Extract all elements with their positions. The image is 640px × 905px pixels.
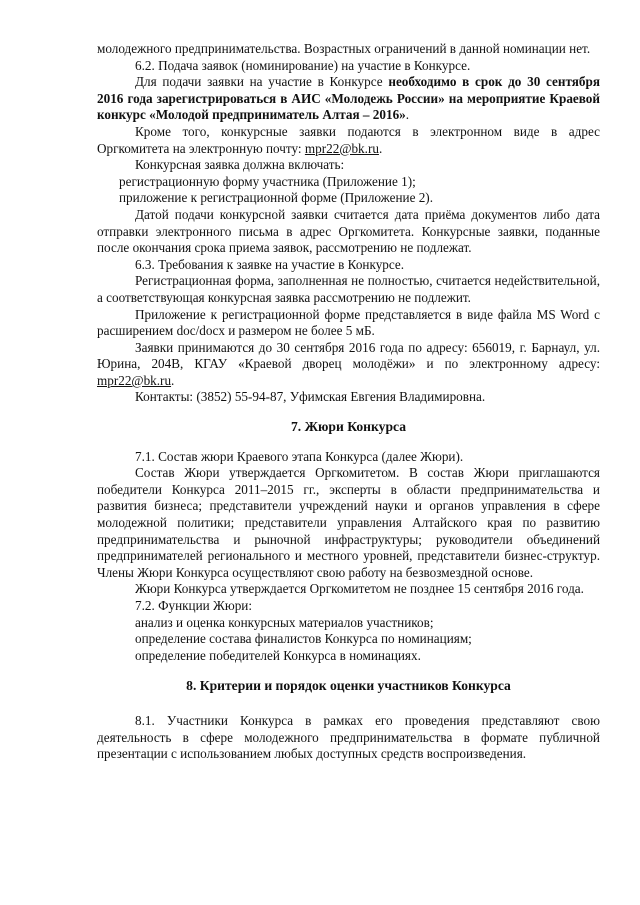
registration-end: . xyxy=(405,107,410,123)
email-end: . xyxy=(378,140,383,156)
jury-function-winners: определение победителей Конкурса в номинациях. xyxy=(135,647,421,663)
paragraph-contacts: Контакты: (3852) 55-94-87, Уфимская Евгения Владимировна. xyxy=(135,389,486,405)
jury-function-finalists: определение состава финалистов Конкурса по номинациям; xyxy=(135,631,472,647)
paragraph-application-includes: Конкурсная заявка должна включать: xyxy=(135,157,345,173)
email-text: Кроме того, конкурсные заявки подаются в электронном виде в адрес Оргкомитета на электронную почту: xyxy=(97,123,600,156)
acceptance-email-link[interactable]: mpr22@bk.ru xyxy=(97,372,172,388)
paragraph-annex-format: Приложение к регистрационной форме представляется в виде файла MS Word с расширением doc/docx и размером не более 5 мБ. xyxy=(97,306,600,339)
list-item-annex: приложение к регистрационной форме (Приложение 2). xyxy=(119,190,434,206)
paragraph-jury-composition: Состав Жюри утверждается Оргкомитетом. В состав Жюри приглашаются победители Конкурса 2011–2015 гг., эксперты в области предпринимательства и развития бизнеса; представители учреждений науки и органов управления в сфере молодежной политики; представители управления Алтайского края по развитию предпринимательства и рыночной инфраструктуры; руководители объединений предпринимателей регионального и местного уровней, представители бизнес-структур. Члены Жюри Конкурса осуществляют свою работу на безвозмездной основе. xyxy=(97,465,600,580)
paragraph-submission-date: Датой подачи конкурсной заявки считается дата приёма документов либо дата отправки электронного письма в адрес Оргкомитета. Конкурсные заявки, поданные после окончания срока приема заявок, рассмотрению не подлежат. xyxy=(97,206,600,256)
section-8-heading: 8. Критерии и порядок оценки участников Конкурса xyxy=(186,678,511,694)
section-7-1-title: 7.1. Состав жюри Краевого этапа Конкурса (далее Жюри). xyxy=(135,448,464,464)
paragraph-acceptance-address xyxy=(97,340,600,390)
acceptance-end: . xyxy=(171,372,175,388)
paragraph-continuation: молодежного предпринимательства. Возрастных ограничений в данной номинации нет. xyxy=(97,41,591,56)
registration-deadline-bold: необходимо в срок до 30 сентября 2016 года зарегистрироваться в АИС «Молодежь России» на мероприятие Краевой конкурс «Молодой предприниматель Алтая – 2016» xyxy=(97,74,600,123)
paragraph-jury-approval: Жюри Конкурса утверждается Оргкомитетом не позднее 15 сентября 2016 года. xyxy=(135,581,584,597)
section-6-3-title: 6.3. Требования к заявке на участие в Конкурсе. xyxy=(135,256,405,272)
email-link[interactable]: mpr22@bk.ru xyxy=(304,140,379,156)
section-7-2-title: 7.2. Функции Жюри: xyxy=(135,598,253,613)
registration-text: Для подачи заявки на участие в Конкурсе xyxy=(135,74,389,90)
acceptance-text: Заявки принимаются до 30 сентября 2016 года по адресу: 656019, г. Барнаул, ул. Юрина, 204В, КГАУ «Краевой дворец молодёжи» и по электронному адресу: xyxy=(97,339,600,372)
paragraph-8-1: 8.1. Участники Конкурса в рамках его проведения представляют свою деятельность в сфере молодежного предпринимательства в формате публичной презентации с использованием любых доступных средств воспроизведения. xyxy=(97,712,600,762)
section-6-2-title: 6.2. Подача заявок (номинирование) на участие в Конкурсе. xyxy=(135,57,471,73)
section-7-heading: 7. Жюри Конкурса xyxy=(290,419,406,435)
paragraph-email-submission xyxy=(97,124,600,157)
jury-function-analysis: анализ и оценка конкурсных материалов участников; xyxy=(135,614,434,630)
paragraph-incomplete-form: Регистрационная форма, заполненная не полностью, считается недействительной, а соответствующая конкурсная заявка рассмотрению не подлежит. xyxy=(97,273,600,305)
document-page xyxy=(97,41,600,763)
paragraph-registration xyxy=(97,74,600,124)
list-item-registration-form: регистрационную форму участника (Приложение 1); xyxy=(119,173,416,189)
